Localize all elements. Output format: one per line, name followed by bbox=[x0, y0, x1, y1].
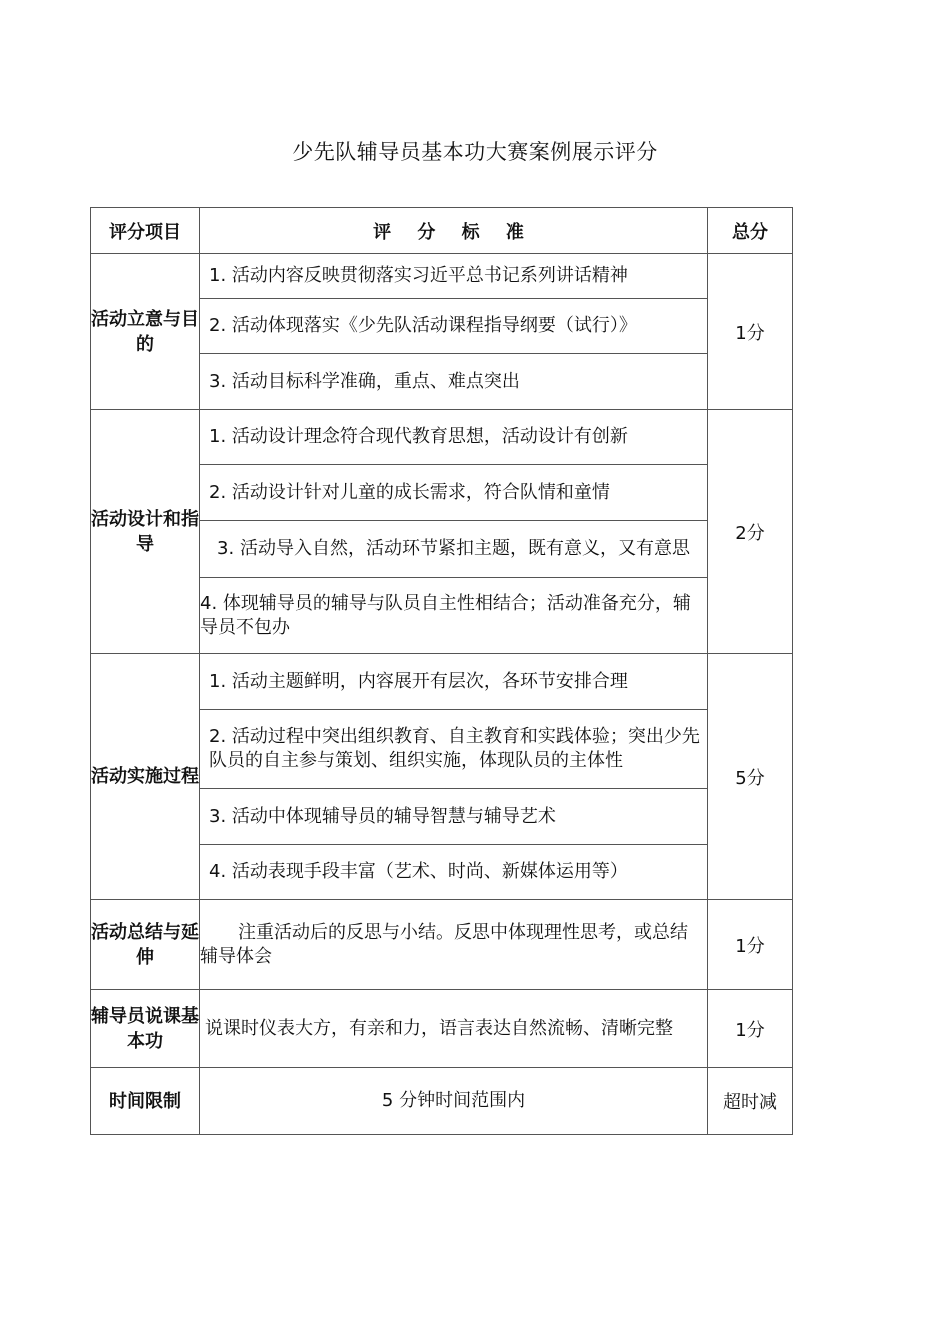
table-row bbox=[91, 990, 793, 1068]
criterion-cell: 1. 活动主题鲜明，内容展开有层次，各环节安排合理 bbox=[200, 654, 708, 710]
scoring-table bbox=[90, 207, 793, 1135]
criterion-cell: 4. 活动表现手段丰富（艺术、时尚、新媒体运用等） bbox=[200, 845, 708, 900]
criterion-cell: 2. 活动设计针对儿童的成长需求，符合队情和童情 bbox=[200, 465, 708, 521]
criterion-cell: 3. 活动中体现辅导员的辅导智慧与辅导艺术 bbox=[200, 789, 708, 845]
header-standard: 评 分 标 准 bbox=[200, 208, 708, 254]
score-cell: 1分 bbox=[708, 990, 793, 1068]
score-cell: 超时减 bbox=[708, 1068, 793, 1135]
score-cell: 5分 bbox=[708, 654, 793, 900]
criterion-cell: 3. 活动导入自然，活动环节紧扣主题，既有意义，又有意思 bbox=[200, 521, 708, 578]
score-cell: 1分 bbox=[708, 900, 793, 990]
category-cell: 辅导员说课基本功 bbox=[91, 990, 200, 1068]
category-cell: 活动实施过程 bbox=[91, 654, 200, 900]
table-row bbox=[91, 410, 793, 465]
category-cell: 时间限制 bbox=[91, 1068, 200, 1135]
table-row bbox=[91, 1068, 793, 1135]
criterion-cell: 注重活动后的反思与小结。反思中体现理性思考，或总结辅导体会 bbox=[200, 900, 708, 990]
table-row bbox=[91, 900, 793, 990]
criterion-cell: 2. 活动过程中突出组织教育、自主教育和实践体验；突出少先队员的自主参与策划、组织实施，体现队员的主体性 bbox=[200, 710, 708, 789]
criterion-cell: 1. 活动设计理念符合现代教育思想，活动设计有创新 bbox=[200, 410, 708, 465]
criterion-cell: 3. 活动目标科学准确，重点、难点突出 bbox=[200, 354, 708, 410]
criterion-cell: 说课时仪表大方，有亲和力，语言表达自然流畅、清晰完整 bbox=[200, 990, 708, 1068]
table-row bbox=[91, 654, 793, 710]
header-row bbox=[91, 208, 793, 254]
category-cell: 活动立意与目的 bbox=[91, 254, 200, 410]
header-score: 总分 bbox=[708, 208, 793, 254]
page-title: 少先队辅导员基本功大赛案例展示评分 bbox=[292, 140, 658, 164]
header-item: 评分项目 bbox=[91, 208, 200, 254]
criterion-cell: 2. 活动体现落实《少先队活动课程指导纲要（试行）》 bbox=[200, 299, 708, 354]
criterion-cell: 4. 体现辅导员的辅导与队员自主性相结合；活动准备充分，辅导员不包办 bbox=[200, 578, 708, 654]
criterion-cell: 1. 活动内容反映贯彻落实习近平总书记系列讲话精神 bbox=[200, 254, 708, 299]
table-row bbox=[91, 254, 793, 299]
score-cell: 1分 bbox=[708, 254, 793, 410]
category-cell: 活动总结与延伸 bbox=[91, 900, 200, 990]
criterion-cell: 5 分钟时间范围内 bbox=[200, 1068, 708, 1135]
category-cell: 活动设计和指导 bbox=[91, 410, 200, 654]
score-cell: 2分 bbox=[708, 410, 793, 654]
